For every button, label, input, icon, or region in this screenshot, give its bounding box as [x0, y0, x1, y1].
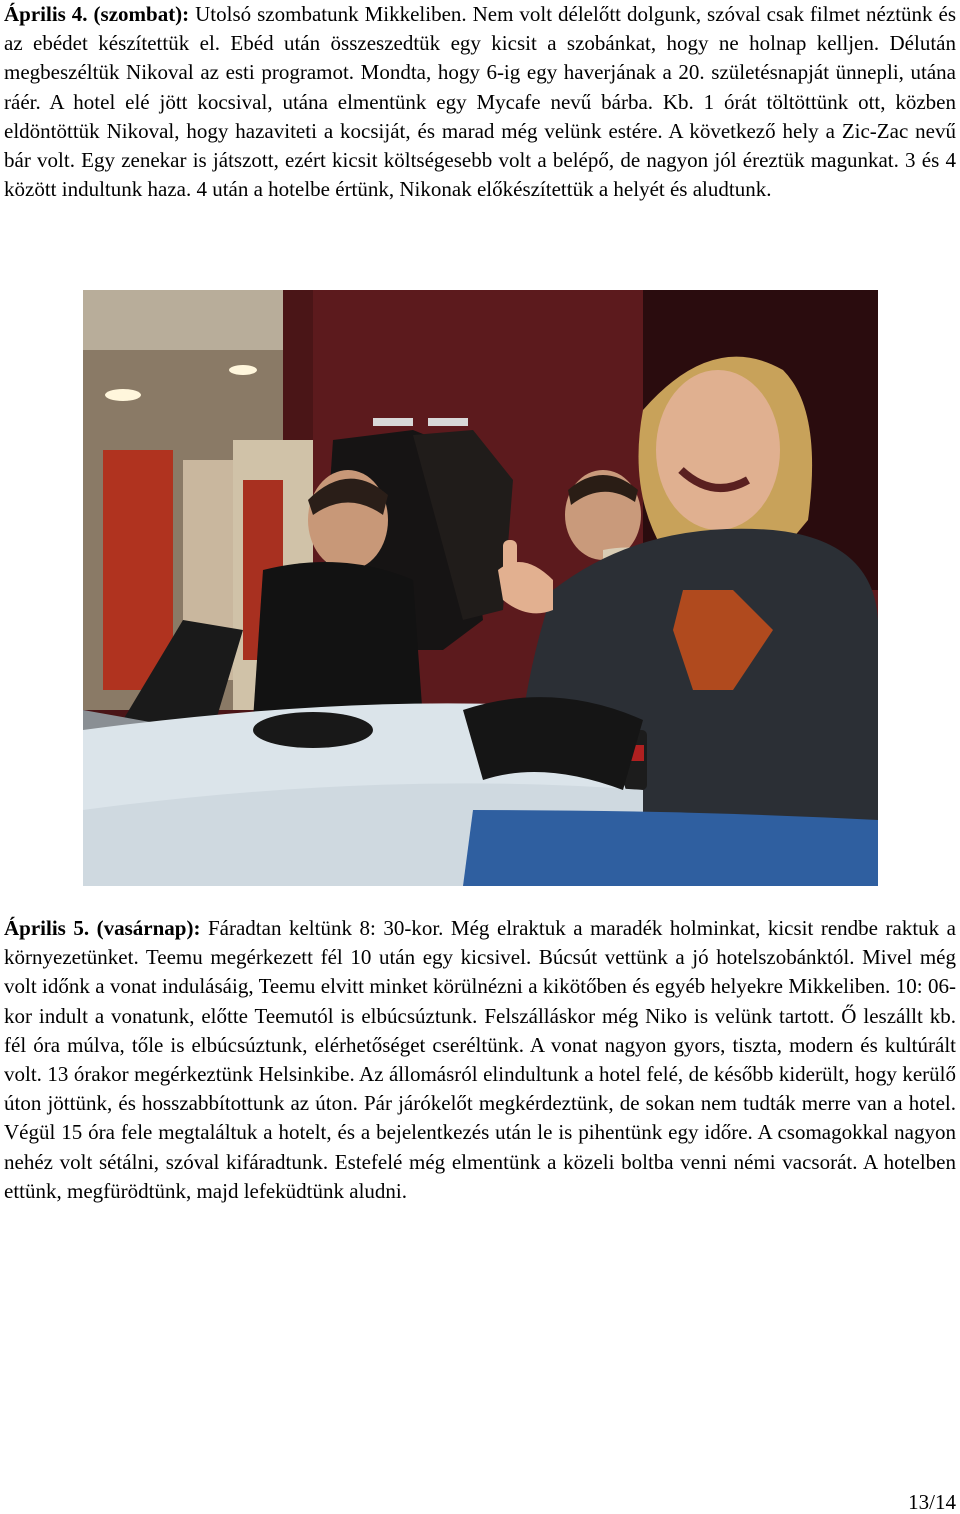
diary-entry-april-5 — [4, 914, 956, 1206]
page-number: 13/14 — [908, 1490, 956, 1514]
entry-heading: Április 5. (vasárnap): — [4, 916, 201, 940]
entry-text: Fáradtan keltünk 8: 30-kor. Még elraktuk a maradék holminkat, kicsit rendbe raktuk a környezetünket. Teemu megérkezett fél 10 után egy kicsivel. Búcsút vettünk a jó hotelszobánktól. Mivel még volt időnk a vonat indulásáig, Teemu elvitt minket körülnézni a kikötőben és egyéb helyekre Mikkeliben. 10: 06-kor indult a vonatunk, előtte Teemutól is elbúcsúztunk. Felszálláskor még Niko is velünk tartott. Ő leszállt kb. fél óra múlva, tőle is elbúcsúztunk, elérhetőséget cseréltünk. A vonat nagyon gyors, tiszta, modern és kultúrált volt. 13 órakor megérkeztünk Helsinkibe. Az állomásról elindultunk a hotel felé, de később kiderült, hogy kerülő úton jöttünk, és hosszabbítottunk az úton. Pár járókelőt megkérdeztünk, de sokan nem tudták merre van a hotel. Végül 15 óra fele megtaláltuk a hotelt, és a bejelentkezés után le is pihentünk egy időre. A csomagokkal nagyon nehéz volt sétálni, szóval kifáradtunk. Estefelé még elmentünk a közeli boltba venni némi vacsorát. A hotelben ettünk, megfürödtünk, majd lefeküdtünk aludni. — [4, 916, 956, 1203]
entry-heading: Április 4. (szombat): — [4, 2, 190, 26]
hotel-room-photo — [83, 290, 878, 886]
entry-text: Utolsó szombatunk Mikkeliben. Nem volt délelőtt dolgunk, szóval csak filmet néztünk és az ebédet készítettük el. Ebéd után összeszedtük egy kicsit a szobánkat, hogy ne holnap kelljen. Délután megbeszéltük Nikoval az esti programot. Mondta, hogy 6-ig egy haverjának a 20. születésnapját ünnepli, utána ráér. A hotel elé jött kocsival, utána elmentünk egy Mycafe nevű bárba. Kb. 1 órát töltöttünk ott, közben eldöntöttük Nikoval, hogy hazaviteti a kocsiját, és marad még velünk estére. A következő hely a Zic-Zac nevű bár volt. Egy zenekar is játszott, ezért kicsit költségesebb volt a belépő, de nagyon jól éreztük magunkat. 3 és 4 között indultunk haza. 4 után a hotelbe értünk, Nikonak előkészítettük a helyét és aludtunk. — [4, 2, 956, 202]
diary-entry-april-4 — [4, 0, 956, 204]
